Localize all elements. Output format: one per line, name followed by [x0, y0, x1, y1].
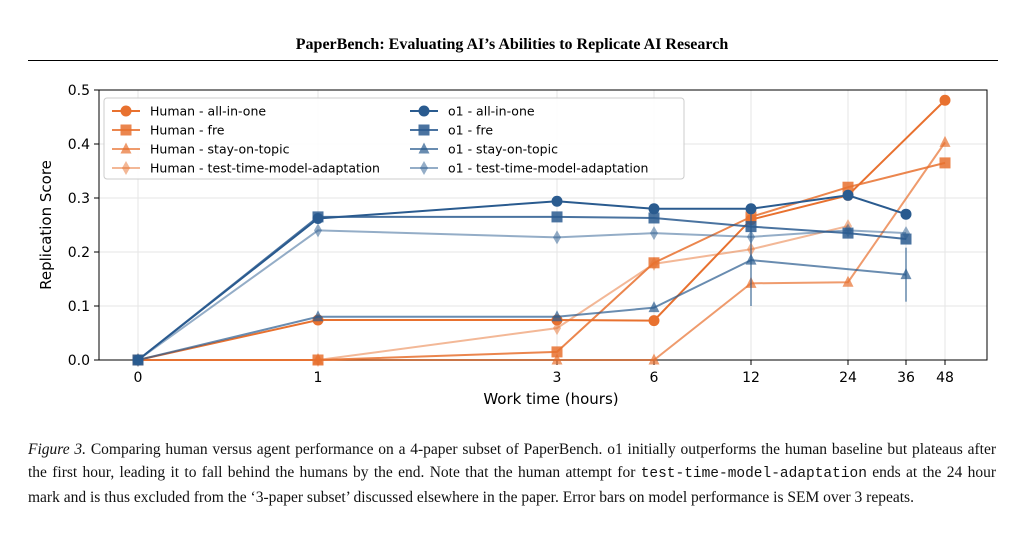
- x-tick-label: 6: [649, 370, 659, 386]
- x-tick-label: 1: [313, 370, 323, 386]
- series-line-6: [138, 260, 906, 360]
- y-tick-label: 0.4: [67, 137, 90, 153]
- caption-text-2: ends at the 24 hour mark and is thus excluded from the ‘3-paper subset’ discussed elsewhere in the paper. Error bars on model performance is SEM over 3 repeats.: [28, 464, 996, 506]
- legend-marker: [419, 125, 430, 136]
- data-point: [552, 211, 563, 222]
- data-point: [650, 226, 658, 240]
- data-point: [901, 209, 912, 220]
- x-tick-label: 48: [936, 370, 954, 386]
- data-point: [313, 211, 324, 222]
- y-tick-label: 0.5: [67, 83, 90, 99]
- legend-label: Human - fre: [150, 122, 225, 138]
- data-point: [552, 196, 563, 207]
- y-tick-label: 0.1: [67, 299, 90, 315]
- caption-code: test-time-model-adaptation: [640, 466, 867, 482]
- figure-label: Figure 3.: [28, 441, 87, 458]
- data-point: [553, 230, 561, 244]
- legend-label: Human - test-time-model-adaptation: [150, 160, 380, 176]
- x-tick-label: 3: [552, 370, 562, 386]
- data-point: [940, 157, 951, 168]
- series-line-5: [138, 217, 906, 360]
- x-tick-label: 36: [897, 370, 915, 386]
- y-tick-label: 0.0: [67, 353, 90, 369]
- series-line-7: [138, 230, 906, 360]
- x-tick-label: 24: [839, 370, 857, 386]
- figure-caption: [28, 438, 996, 509]
- y-tick-label: 0.3: [67, 191, 90, 207]
- x-axis-label: Work time (hours): [483, 390, 619, 408]
- legend-label: Human - stay-on-topic: [150, 141, 290, 157]
- caption-text-1: Comparing human versus agent performance on a 4-paper subset of PaperBench. o1 initially outperforms the human baseline but plateaus after the first hour, leading it to fall behind the humans by the end. Note that the human attempt for: [28, 441, 996, 481]
- data-point: [746, 254, 757, 265]
- data-point: [314, 223, 322, 237]
- data-point: [940, 95, 951, 106]
- data-point: [649, 315, 660, 326]
- legend-label: o1 - stay-on-topic: [448, 141, 558, 157]
- x-tick-label: 0: [133, 370, 143, 386]
- series-line-3: [138, 226, 848, 360]
- page-header-title: PaperBench: Evaluating AI’s Abilities to Replicate AI Research: [295, 36, 729, 53]
- legend-marker: [419, 106, 430, 117]
- data-point: [940, 136, 951, 147]
- data-point: [843, 190, 854, 201]
- legend-label: o1 - all-in-one: [448, 103, 535, 119]
- legend-label: o1 - test-time-model-adaptation: [448, 160, 649, 176]
- legend-marker: [121, 125, 132, 136]
- x-tick-label: 12: [742, 370, 760, 386]
- data-point: [649, 212, 660, 223]
- legend-label: o1 - fre: [448, 122, 494, 138]
- data-point: [746, 203, 757, 214]
- y-tick-label: 0.2: [67, 245, 90, 261]
- legend-label: Human - all-in-one: [150, 103, 267, 119]
- y-axis-label: Replication Score: [37, 160, 55, 290]
- legend-marker: [121, 106, 132, 117]
